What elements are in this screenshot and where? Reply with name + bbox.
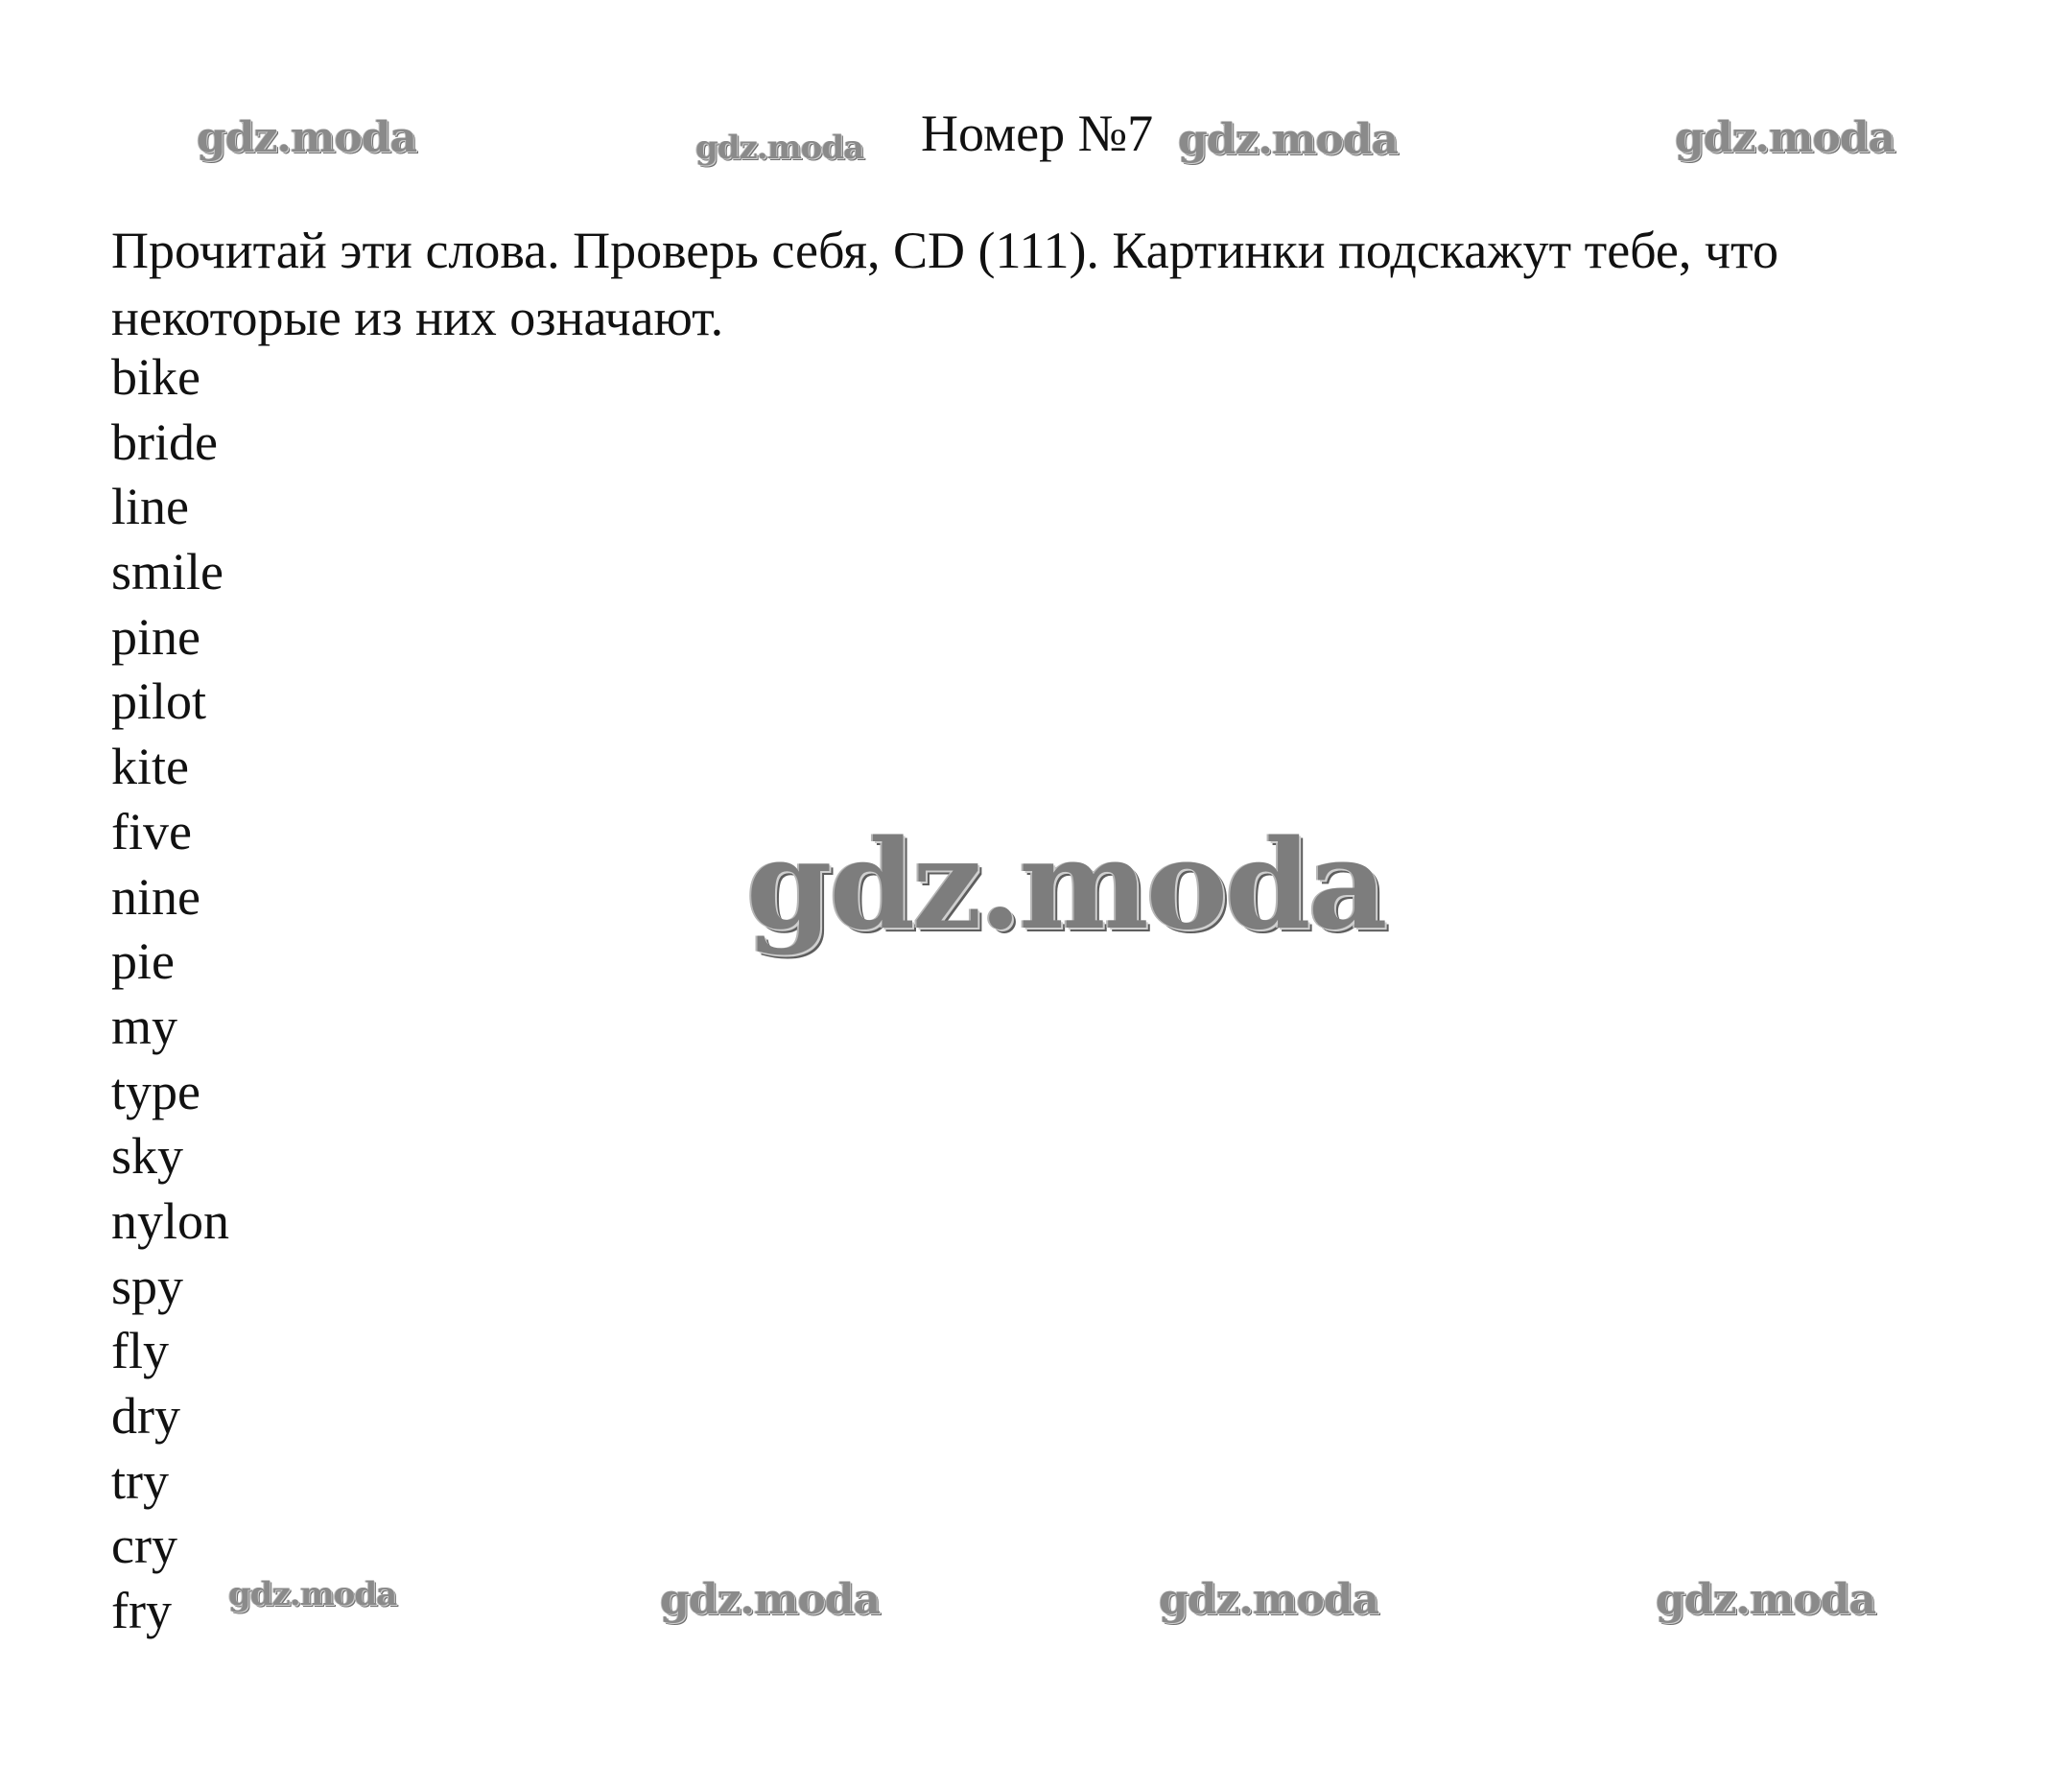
word-item: bike [111,348,200,406]
watermark: gdz.moda [746,813,1385,957]
watermark: gdz.moda [660,1575,881,1624]
word-item: bride [111,412,218,471]
word-list [111,345,229,1644]
word-item: try [111,1451,169,1510]
word-item: dry [111,1387,180,1445]
word-item: smile [111,543,224,601]
word-item: spy [111,1257,184,1315]
watermark: gdz.moda [1656,1575,1876,1624]
watermark: gdz.moda [1159,1575,1379,1624]
word-item: five [111,802,192,860]
word-item: fly [111,1322,169,1380]
word-item: cry [111,1517,177,1575]
word-item: type [111,1062,200,1120]
word-item: line [111,478,189,536]
watermark: gdz.moda [1675,113,1895,162]
watermark: gdz.moda [228,1575,397,1613]
word-item: fry [111,1582,172,1640]
word-item: pine [111,607,200,666]
word-item: sky [111,1127,184,1186]
word-item: kite [111,738,189,796]
word-item: nine [111,867,200,926]
watermark: gdz.moda [1178,115,1399,164]
watermark: gdz.moda [695,129,864,167]
task-instruction: Прочитай эти слова. Проверь себя, CD (111). Картинки подскажут тебе, что некоторые из них означают. [111,222,1778,346]
word-item: pilot [111,672,207,731]
page-title: Номер №7 [921,105,1154,162]
word-item: my [111,997,178,1055]
word-item: nylon [111,1191,230,1250]
word-item: pie [111,932,175,991]
watermark: gdz.moda [197,113,417,162]
